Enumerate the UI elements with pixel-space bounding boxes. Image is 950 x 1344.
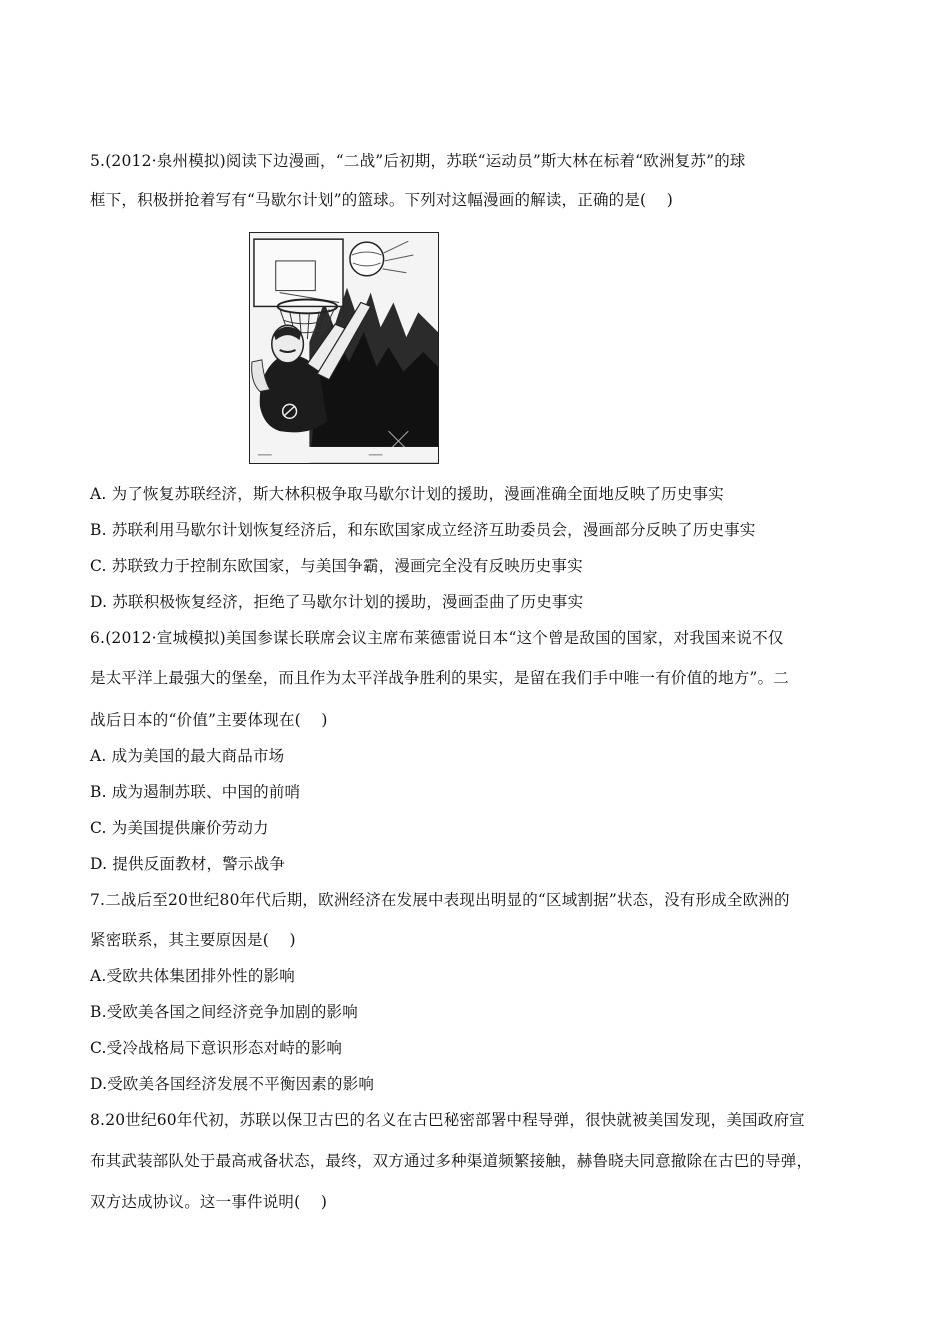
question-6-stem-line-2: 是太平洋上最强大的堡垒，而且作为太平洋战争胜利的果实，是留在我们手中唯一有价值的地方”。二 <box>90 669 789 687</box>
question-5-stem-line-1: 5.(2012·泉州模拟)阅读下边漫画，“二战”后初期，苏联“运动员”斯大林在标着“欧洲复苏”的球 <box>90 152 746 170</box>
question-8-stem-line-1: 8.20世纪60年代初，苏联以保卫古巴的名义在古巴秘密部署中程导弹，很快就被美国发现，美国政府宣 <box>90 1111 805 1129</box>
question-7-stem-line-1: 7.二战后至20世纪80年代后期，欧洲经济在发展中表现出明显的“区域割据”状态，没有形成全欧洲的 <box>90 891 790 909</box>
question-6-stem-line-1: 6.(2012·宣城模拟)美国参谋长联席会议主席布莱德雷说日本“这个曾是敌国的国家，对我国来说不仅 <box>90 629 784 647</box>
question-6-stem-line-3: 战后日本的“价值”主要体现在( ) <box>90 711 328 729</box>
question-5-option-a: A. 为了恢复苏联经济，斯大林积极争取马歇尔计划的援助，漫画准确全面地反映了历史事实 <box>90 485 724 503</box>
question-5-option-c: C. 苏联致力于控制东欧国家，与美国争霸，漫画完全没有反映历史事实 <box>90 557 583 575</box>
question-7-stem-line-2: 紧密联系，其主要原因是( ) <box>90 931 296 949</box>
question-7-option-b: B.受欧美各国之间经济竞争加剧的影响 <box>90 1003 358 1021</box>
question-7-option-a: A.受欧共体集团排外性的影响 <box>90 967 295 985</box>
question-5-option-b: B. 苏联利用马歇尔计划恢复经济后，和东欧国家成立经济互助委员会，漫画部分反映了历史事实 <box>90 521 756 539</box>
question-6-option-c: C. 为美国提供廉价劳动力 <box>90 819 269 837</box>
question-6-option-b: B. 成为遏制苏联、中国的前哨 <box>90 783 301 801</box>
question-8-stem-line-3: 双方达成协议。这一事件说明( ) <box>90 1193 328 1211</box>
question-5-option-d: D. 苏联积极恢复经济，拒绝了马歇尔计划的援助，漫画歪曲了历史事实 <box>90 593 584 611</box>
question-7-option-c: C.受冷战格局下意识形态对峙的影响 <box>90 1039 343 1057</box>
question-8-stem-line-2: 布其武装部队处于最高戒备状态，最终，双方通过多种渠道频繁接触，赫鲁晓夫同意撤除在古巴的导弹， <box>90 1152 813 1170</box>
question-7-option-d: D.受欧美各国经济发展不平衡因素的影响 <box>90 1075 375 1093</box>
cartoon-image <box>249 232 439 464</box>
question-5-stem-line-2: 框下，积极拼抢着写有“马歇尔计划”的篮球。下列对这幅漫画的解读，正确的是( ) <box>90 191 674 209</box>
question-6-option-d: D. 提供反面教材，警示战争 <box>90 855 286 873</box>
question-6-option-a: A. 成为美国的最大商品市场 <box>90 747 285 765</box>
